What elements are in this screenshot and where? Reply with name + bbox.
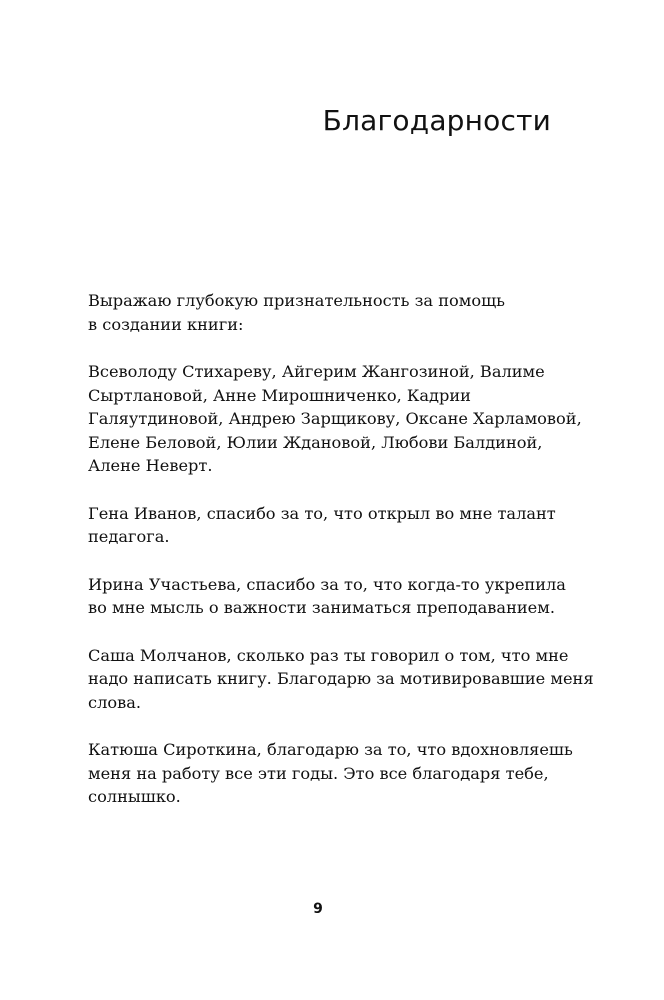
- page-title: Благодарности: [322, 104, 551, 137]
- text-line: Сыртлановой, Анне Мирошниченко, Кадрии: [88, 385, 471, 405]
- text-line: слова.: [88, 692, 142, 712]
- page-number: 9: [313, 901, 323, 917]
- paragraph-sasha: [88, 644, 594, 715]
- text-line: педагога.: [88, 527, 170, 546]
- text-line: Катюша Сироткина, благодарю за то, что вдохновляешь: [88, 740, 573, 759]
- paragraph-irina: [88, 573, 566, 620]
- text-line: во мне мысль о важности заниматься преподаванием.: [88, 598, 555, 617]
- text-line: Галяутдиновой, Андрею Зарщикову, Оксане Харламовой,: [88, 409, 582, 428]
- paragraph-katyusha: [88, 738, 573, 809]
- text-line: Всеволоду Стихареву, Айгерим Жангозиной, Валиме: [88, 362, 545, 381]
- text-line: в создании книги:: [88, 314, 244, 334]
- text-line: Саша Молчанов, сколько раз ты говорил о том, что мне: [88, 645, 569, 665]
- text-line: надо написать книгу. Благодарю за мотивировавшие меня: [88, 669, 594, 688]
- text-line: меня на работу все эти годы. Это все благодаря тебе,: [88, 763, 549, 783]
- text-line: солнышко.: [88, 787, 181, 806]
- text-line: Выражаю глубокую признательность за помощь: [88, 291, 505, 310]
- acknowledgements-text: [88, 289, 594, 833]
- paragraph-gena: [88, 502, 558, 549]
- text-line: Гена Иванов, спасибо за то, что открыл во мне талант: [88, 503, 556, 523]
- text-line: Алене Неверт.: [88, 456, 213, 475]
- paragraph-intro: [88, 289, 558, 336]
- paragraph-names: [88, 360, 582, 478]
- text-line: Ирина Участьева, спасибо за то, что когда-то укрепила: [88, 574, 566, 594]
- text-line: Елене Беловой, Юлии Ждановой, Любови Балдиной,: [88, 432, 543, 452]
